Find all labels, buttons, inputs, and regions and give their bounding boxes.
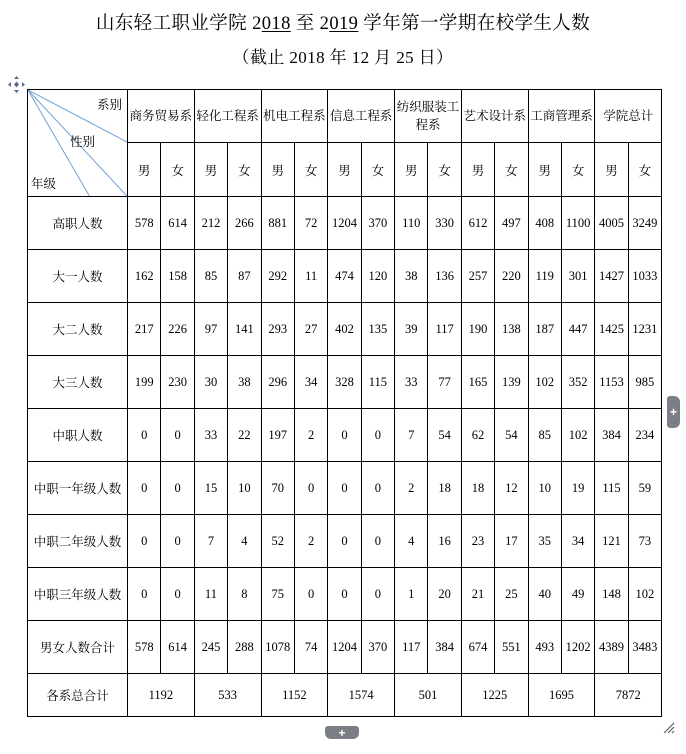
cell-3-4: 296 (261, 356, 294, 409)
cell-2-0: 217 (128, 303, 161, 356)
gender-header-10: 男 (461, 143, 494, 197)
cell-5-5: 0 (294, 462, 327, 515)
cell-4-0: 0 (128, 409, 161, 462)
cell-2-6: 402 (328, 303, 361, 356)
cell-8-4: 1078 (261, 621, 294, 674)
cell-8-9: 384 (428, 621, 461, 674)
cell-2-14: 1425 (595, 303, 628, 356)
cell-0-11: 497 (495, 197, 528, 250)
cell-0-6: 1204 (328, 197, 361, 250)
cell-1-5: 11 (294, 250, 327, 303)
grand-total-7: 7872 (595, 674, 662, 717)
gender-header-7: 女 (361, 143, 394, 197)
gender-header-12: 男 (528, 143, 561, 197)
table-row (28, 303, 662, 356)
cell-5-8: 2 (395, 462, 428, 515)
cell-6-12: 35 (528, 515, 561, 568)
cell-7-3: 8 (228, 568, 261, 621)
cell-0-13: 1100 (561, 197, 594, 250)
gender-header-14: 男 (595, 143, 628, 197)
table-row (28, 250, 662, 303)
cell-7-14: 148 (595, 568, 628, 621)
cell-0-0: 578 (128, 197, 161, 250)
cell-4-2: 33 (194, 409, 227, 462)
cell-6-0: 0 (128, 515, 161, 568)
row-label-4: 中职人数 (28, 409, 128, 462)
title-part-2: 至 2 (290, 14, 330, 34)
table-row (28, 356, 662, 409)
row-label-8: 男女人数合计 (28, 621, 128, 674)
cell-6-2: 7 (194, 515, 227, 568)
cell-1-1: 158 (161, 250, 194, 303)
cell-0-2: 212 (194, 197, 227, 250)
cell-8-13: 1202 (561, 621, 594, 674)
table-row (28, 462, 662, 515)
cell-4-13: 102 (561, 409, 594, 462)
cell-0-10: 612 (461, 197, 494, 250)
cell-7-15: 102 (628, 568, 661, 621)
cell-4-4: 197 (261, 409, 294, 462)
cell-5-6: 0 (328, 462, 361, 515)
cell-2-5: 27 (294, 303, 327, 356)
gender-header-11: 女 (495, 143, 528, 197)
corner-label-gender: 性别 (70, 135, 96, 149)
cell-2-15: 1231 (628, 303, 661, 356)
cell-8-12: 493 (528, 621, 561, 674)
gender-header-8: 男 (395, 143, 428, 197)
table-row (28, 409, 662, 462)
cell-5-10: 18 (461, 462, 494, 515)
cell-7-10: 21 (461, 568, 494, 621)
student-count-table (27, 89, 662, 717)
cell-3-3: 38 (228, 356, 261, 409)
cell-0-7: 370 (361, 197, 394, 250)
cell-2-3: 141 (228, 303, 261, 356)
cell-6-13: 34 (561, 515, 594, 568)
row-label-0: 高职人数 (28, 197, 128, 250)
gender-header-9: 女 (428, 143, 461, 197)
cell-4-7: 0 (361, 409, 394, 462)
cell-8-2: 245 (194, 621, 227, 674)
cell-6-5: 2 (294, 515, 327, 568)
cell-0-1: 614 (161, 197, 194, 250)
gender-header-6: 男 (328, 143, 361, 197)
cell-8-15: 3483 (628, 621, 661, 674)
cell-7-6: 0 (328, 568, 361, 621)
cell-1-6: 474 (328, 250, 361, 303)
cell-0-3: 266 (228, 197, 261, 250)
cell-5-3: 10 (228, 462, 261, 515)
cell-8-10: 674 (461, 621, 494, 674)
gender-header-15: 女 (628, 143, 661, 197)
grand-total-0: 1192 (128, 674, 195, 717)
cell-6-9: 16 (428, 515, 461, 568)
cell-2-10: 190 (461, 303, 494, 356)
cell-7-4: 75 (261, 568, 294, 621)
title-block (0, 0, 686, 73)
cell-7-2: 11 (194, 568, 227, 621)
cell-3-11: 139 (495, 356, 528, 409)
page-subtitle: （截止 2018 年 12 月 25 日） (232, 48, 454, 67)
corner-label-grade: 年级 (31, 177, 57, 191)
cell-1-14: 1427 (595, 250, 628, 303)
cell-5-13: 19 (561, 462, 594, 515)
cell-7-7: 0 (361, 568, 394, 621)
page-title (0, 9, 686, 39)
cell-8-8: 117 (395, 621, 428, 674)
cell-7-11: 25 (495, 568, 528, 621)
cell-7-12: 40 (528, 568, 561, 621)
cell-1-11: 220 (495, 250, 528, 303)
table-row (28, 515, 662, 568)
cell-7-1: 0 (161, 568, 194, 621)
cell-4-1: 0 (161, 409, 194, 462)
cell-3-2: 30 (194, 356, 227, 409)
cell-1-10: 257 (461, 250, 494, 303)
gender-header-3: 女 (228, 143, 261, 197)
add-row-handle[interactable]: + (325, 726, 359, 739)
cell-8-14: 4389 (595, 621, 628, 674)
row-label-2: 大二人数 (28, 303, 128, 356)
cell-7-8: 1 (395, 568, 428, 621)
cell-8-0: 578 (128, 621, 161, 674)
cell-1-3: 87 (228, 250, 261, 303)
cell-6-3: 4 (228, 515, 261, 568)
add-column-handle[interactable]: + (667, 396, 680, 428)
cell-5-4: 70 (261, 462, 294, 515)
cell-5-15: 59 (628, 462, 661, 515)
cell-6-1: 0 (161, 515, 194, 568)
grand-total-label: 各系总合计 (28, 674, 128, 717)
cell-3-8: 33 (395, 356, 428, 409)
cell-3-9: 77 (428, 356, 461, 409)
cell-4-12: 85 (528, 409, 561, 462)
title-part-3: 学年第一学期在校学生人数 (358, 14, 591, 34)
cell-5-2: 15 (194, 462, 227, 515)
cell-6-14: 121 (595, 515, 628, 568)
cell-0-15: 3249 (628, 197, 661, 250)
cell-5-1: 0 (161, 462, 194, 515)
cell-5-14: 115 (595, 462, 628, 515)
dept-header-7: 学院总计 (595, 90, 662, 143)
gender-header-2: 男 (194, 143, 227, 197)
table-header-row-departments (28, 90, 662, 143)
cell-5-11: 12 (495, 462, 528, 515)
cell-2-9: 117 (428, 303, 461, 356)
cell-6-7: 0 (361, 515, 394, 568)
table-row-grand-total (28, 674, 662, 717)
cell-0-4: 881 (261, 197, 294, 250)
dept-header-5: 艺术设计系 (461, 90, 528, 143)
dept-header-4: 纺织服装工程系 (395, 90, 462, 143)
corner-label-department: 系别 (96, 98, 122, 112)
corner-header-cell (28, 90, 128, 197)
title-year-start: 018 (261, 14, 291, 34)
title-year-end: 019 (329, 14, 359, 34)
cell-0-5: 72 (294, 197, 327, 250)
cell-7-13: 49 (561, 568, 594, 621)
grand-total-5: 1225 (461, 674, 528, 717)
title-part-1: 山东轻工职业学院 2 (95, 14, 262, 34)
dept-header-6: 工商管理系 (528, 90, 595, 143)
cell-3-13: 352 (561, 356, 594, 409)
table-row (28, 568, 662, 621)
cell-1-13: 301 (561, 250, 594, 303)
gender-header-4: 男 (261, 143, 294, 197)
row-label-5: 中职一年级人数 (28, 462, 128, 515)
cell-2-1: 226 (161, 303, 194, 356)
cell-6-15: 73 (628, 515, 661, 568)
cell-6-11: 17 (495, 515, 528, 568)
cell-8-6: 1204 (328, 621, 361, 674)
cell-1-4: 292 (261, 250, 294, 303)
cell-1-2: 85 (194, 250, 227, 303)
student-count-table-wrap (27, 89, 661, 717)
cell-1-12: 119 (528, 250, 561, 303)
cell-2-11: 138 (495, 303, 528, 356)
cell-4-5: 2 (294, 409, 327, 462)
dept-header-0: 商务贸易系 (128, 90, 195, 143)
table-move-handle[interactable] (8, 76, 25, 93)
cell-6-8: 4 (395, 515, 428, 568)
cell-4-6: 0 (328, 409, 361, 462)
table-row (28, 621, 662, 674)
cell-2-13: 447 (561, 303, 594, 356)
row-label-7: 中职三年级人数 (28, 568, 128, 621)
cell-0-8: 110 (395, 197, 428, 250)
cell-2-2: 97 (194, 303, 227, 356)
cell-4-3: 22 (228, 409, 261, 462)
cell-7-9: 20 (428, 568, 461, 621)
cell-2-8: 39 (395, 303, 428, 356)
cell-4-10: 62 (461, 409, 494, 462)
cell-5-0: 0 (128, 462, 161, 515)
cell-6-10: 23 (461, 515, 494, 568)
cell-6-4: 52 (261, 515, 294, 568)
cell-4-15: 234 (628, 409, 661, 462)
cell-3-1: 230 (161, 356, 194, 409)
row-label-3: 大三人数 (28, 356, 128, 409)
cell-4-9: 54 (428, 409, 461, 462)
cell-3-15: 985 (628, 356, 661, 409)
cell-3-0: 199 (128, 356, 161, 409)
grand-total-4: 501 (395, 674, 462, 717)
cell-3-5: 34 (294, 356, 327, 409)
cell-8-11: 551 (495, 621, 528, 674)
cell-4-8: 7 (395, 409, 428, 462)
dept-header-1: 轻化工程系 (194, 90, 261, 143)
cell-3-7: 115 (361, 356, 394, 409)
cell-8-7: 370 (361, 621, 394, 674)
cell-4-14: 384 (595, 409, 628, 462)
gender-header-0: 男 (128, 143, 161, 197)
cell-3-10: 165 (461, 356, 494, 409)
cell-5-9: 18 (428, 462, 461, 515)
cell-3-14: 1153 (595, 356, 628, 409)
dept-header-3: 信息工程系 (328, 90, 395, 143)
table-resize-handle[interactable] (663, 721, 675, 733)
cell-8-1: 614 (161, 621, 194, 674)
cell-1-7: 120 (361, 250, 394, 303)
cell-2-4: 293 (261, 303, 294, 356)
row-label-6: 中职二年级人数 (28, 515, 128, 568)
dept-header-2: 机电工程系 (261, 90, 328, 143)
cell-4-11: 54 (495, 409, 528, 462)
cell-1-9: 136 (428, 250, 461, 303)
cell-1-15: 1033 (628, 250, 661, 303)
cell-2-7: 135 (361, 303, 394, 356)
cell-3-6: 328 (328, 356, 361, 409)
cell-0-9: 330 (428, 197, 461, 250)
grand-total-6: 1695 (528, 674, 595, 717)
cell-7-0: 0 (128, 568, 161, 621)
cell-7-5: 0 (294, 568, 327, 621)
grand-total-2: 1152 (261, 674, 328, 717)
row-label-1: 大一人数 (28, 250, 128, 303)
cell-0-14: 4005 (595, 197, 628, 250)
cell-1-0: 162 (128, 250, 161, 303)
gender-header-5: 女 (294, 143, 327, 197)
cell-2-12: 187 (528, 303, 561, 356)
cell-5-12: 10 (528, 462, 561, 515)
grand-total-3: 1574 (328, 674, 395, 717)
gender-header-13: 女 (561, 143, 594, 197)
cell-1-8: 38 (395, 250, 428, 303)
cell-8-5: 74 (294, 621, 327, 674)
cell-6-6: 0 (328, 515, 361, 568)
cell-8-3: 288 (228, 621, 261, 674)
table-row (28, 197, 662, 250)
grand-total-1: 533 (194, 674, 261, 717)
cell-3-12: 102 (528, 356, 561, 409)
cell-5-7: 0 (361, 462, 394, 515)
gender-header-1: 女 (161, 143, 194, 197)
cell-0-12: 408 (528, 197, 561, 250)
